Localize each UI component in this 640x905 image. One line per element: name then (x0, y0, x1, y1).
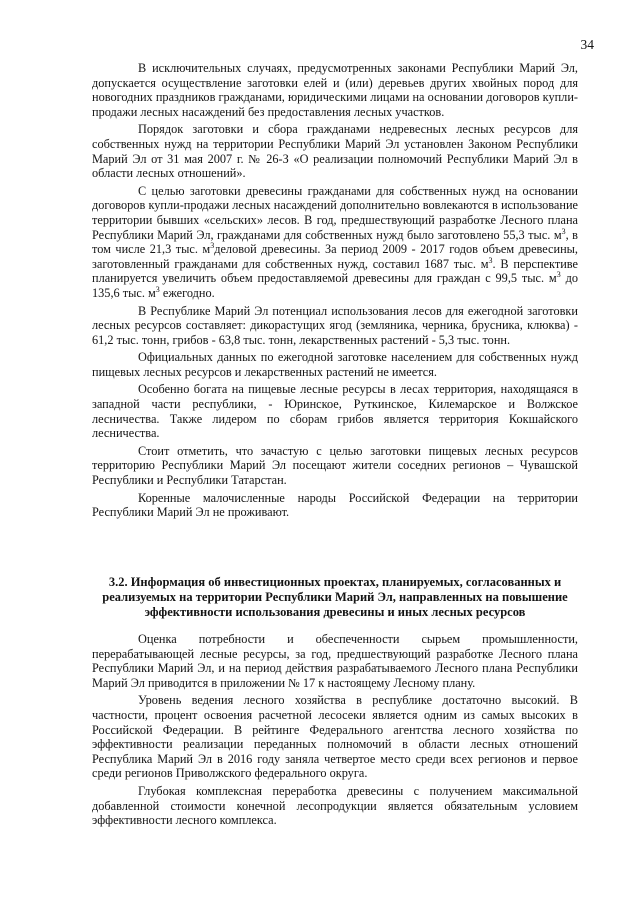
paragraph-raw-material-assessment: Оценка потребности и обеспеченности сырьем промышленности, перерабатывающей лесные ресурсы, за год, предшествующий разработке Лесного плана Республики Марий Эл, и на период действия разрабатываемого Лесного плана Республики Марий Эл приводится в приложении № 17 к настоящему Лесному плану. (92, 632, 578, 690)
paragraph-official-data: Официальных данных по ежегодной заготовке населением для собственных нужд пищевых лесных ресурсов и лекарственных растений не имеется. (92, 350, 578, 379)
timber-text-part6: ежегодно. (159, 285, 215, 300)
paragraph-non-timber-law: Порядок заготовки и сбора гражданами недревесных лесных ресурсов для собственных нужд на территории Республики Марий Эл установлен Законом Республики Марий Эл от 31 мая 2007 г. № 26-З «О реализации полномочий Республики Марий Эл в области лесных отношений». (92, 122, 578, 181)
timber-text-part1: С целью заготовки древесины гражданами для собственных нужд на основании договоров купли-продажи лесных насаждений дополнительно вовлекаются в использование территории бывших «сельских» лесов. В год, предшествующий разработке Лесного плана Республики Марий Эл, гражданами для собственных нужд было заготовлено 55,3 тыс. м (92, 183, 578, 242)
paragraph-neighbour-visitors: Стоит отметить, что зачастую с целью заготовки пищевых лесных ресурсов территорию Республики Марий Эл посещают жители соседних регионов – Чувашской Республики и Республики Татарстан. (92, 443, 578, 488)
timber-text-part5: до 135,6 тыс. м (92, 271, 578, 300)
cubic-superscript: 3 (556, 270, 561, 280)
cubic-superscript: 3 (488, 255, 493, 265)
paragraph-forestry-level: Уровень ведения лесного хозяйства в республике достаточно высокий. В частности, процент освоения расчетной лесосеки является одним из самых высоких в Российской Федерации. В рейтинге Федерального агентства лесного хозяйства по эффективности реализации переданных полномочий в области лесных отношений Республика Марий Эл в 2016 году заняла четвертое место среди всех регионов и первое среди регионов Приволжского федерального округа. (92, 693, 578, 781)
paragraph-rich-territory: Особенно богата на пищевые лесные ресурсы в лесах территория, находящаяся в западной части республики, - Юринское, Руткинское, Килемарское и Волжское лесничества. Также лидером по сборам грибов является территория Кокшайского лесничества. (92, 382, 578, 441)
cubic-superscript: 3 (210, 241, 215, 251)
paragraph-new-year-trees: В исключительных случаях, предусмотренных законами Республики Марий Эл, допускается осуществление заготовки елей и (или) деревьев других хвойных пород для новогодних праздников гражданами, юридическими лицами на основании договоров купли-продажи лесных насаждений без предоставления лесных участков. (92, 61, 578, 119)
cubic-superscript: 3 (155, 284, 160, 294)
body-text-lower (92, 632, 578, 828)
paragraph-deep-processing: Глубокая комплексная переработка древесины с получением максимальной добавленной стоимости конечной лесопродукции является обязательным условием эффективности лесного комплекса. (92, 783, 578, 828)
paragraph-indigenous-peoples: Коренные малочисленные народы Российской Федерации на территории Республики Марий Эл не проживают. (92, 490, 578, 520)
timber-text-part3: деловой древесины. За период 2009 - 2017 годов объем древесины, заготовленный гражданами для собственных нужд, составил 1687 тыс. м (92, 242, 578, 271)
body-text-upper (92, 61, 578, 520)
paragraph-forest-potential: В Республике Марий Эл потенциал использования лесов для ежегодной заготовки лесных ресурсов составляет: дикорастущих ягод (земляника, черника, брусника, клюква) - 61,2 тыс. тонн, грибов - 63,8 тыс. тонн, лекарственных растений - 5,3 тыс. тонн. (92, 303, 578, 347)
cubic-superscript: 3 (561, 226, 566, 236)
page-number: 34 (580, 37, 594, 52)
timber-text-part4: . В перспективе планируется увеличить объем предоставляемой древесины для граждан с 99,5 тыс. м (92, 256, 578, 286)
timber-text-part2: , в том числе 21,3 тыс. м (92, 227, 578, 257)
section-heading: 3.2. Информация об инвестиционных проектах, планируемых, согласованных и реализуемых на территории Республики Марий Эл, направленных на повышение эффективности использования древесины и иных лесных ресурсов (102, 575, 568, 619)
paragraph-timber-harvest (92, 184, 578, 301)
